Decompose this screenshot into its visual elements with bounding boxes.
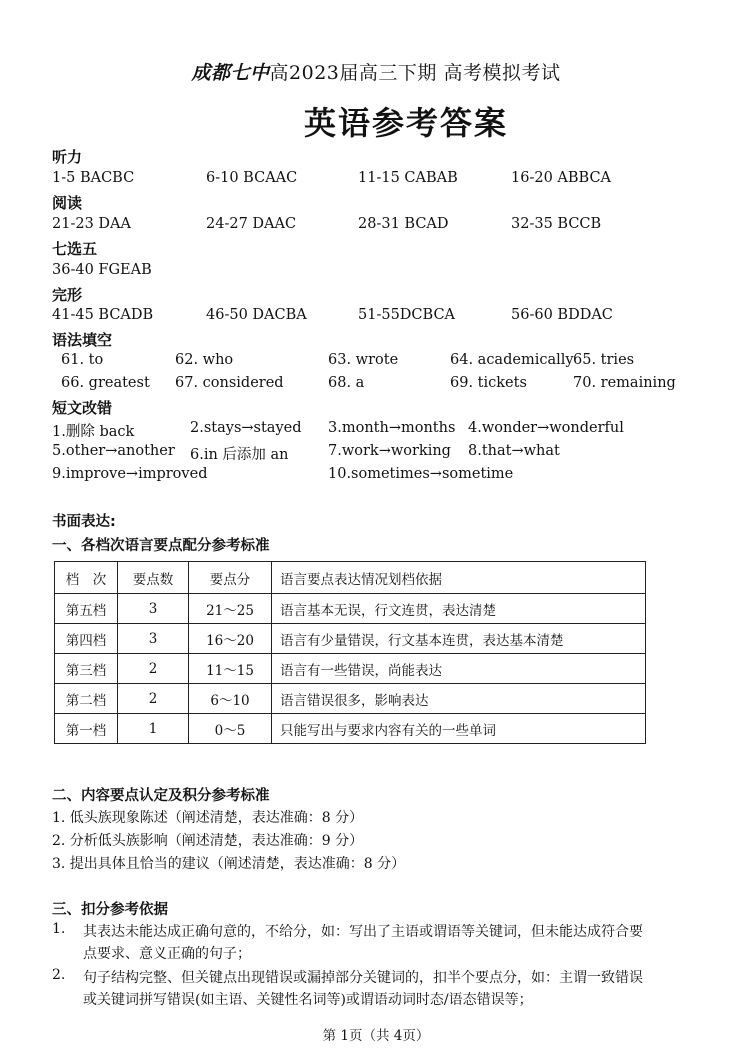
answer-item: 21-23 DAA xyxy=(52,216,131,232)
doc-title: 英语参考答案 xyxy=(303,104,508,142)
part3-item-line: 句子结构完整、但关键点出现错误或漏掉部分关键词的，扣半个要点分，如：主谓一致错误 xyxy=(83,970,643,986)
part3-item-line: 或关键词拼写错误(如主语、关键性名词等)或谓语动词时态/语态错误等； xyxy=(83,992,533,1008)
part3-item-number: 2. xyxy=(52,967,66,983)
answer-item: 32-35 BCCB xyxy=(511,216,602,232)
table-cell: 1 xyxy=(118,714,189,744)
table-cell: 语言有一些错误，尚能表达 xyxy=(272,654,646,684)
table-header-row xyxy=(55,562,646,594)
answer-item: 6.in 后添加 an xyxy=(190,447,289,463)
table-row xyxy=(55,654,646,684)
answer-item: 61. to xyxy=(61,352,104,368)
section-correction-title: 短文改错 xyxy=(52,399,113,417)
answer-item: 64. academically xyxy=(450,352,574,368)
part3-item-number: 1. xyxy=(52,921,66,937)
table-cell: 第五档 xyxy=(55,594,118,624)
table-cell: 语言基本无误，行文连贯，表达清楚 xyxy=(272,594,646,624)
answer-item: 6-10 BCAAC xyxy=(206,170,298,186)
answer-item: 1.删除 back xyxy=(52,424,135,440)
part3-item-line: 点要求、意义正确的句子； xyxy=(83,946,251,962)
answer-item: 51-55DCBCA xyxy=(358,307,456,323)
answer-item: 24-27 DAAC xyxy=(206,216,297,232)
table-cell: 第三档 xyxy=(55,654,118,684)
answer-item: 67. considered xyxy=(175,375,284,391)
school-logo-text: 成都七中 xyxy=(191,62,270,84)
answer-item: 3.month→months xyxy=(328,420,456,436)
section-cloze-title: 完形 xyxy=(52,286,83,304)
table-cell: 11～15 xyxy=(189,654,272,684)
table-header-cell: 语言要点表达情况划档依据 xyxy=(272,562,646,594)
table-header-cell: 档 次 xyxy=(55,562,118,594)
table-header-cell: 要点分 xyxy=(189,562,272,594)
table-cell: 0～5 xyxy=(189,714,272,744)
answer-item: 63. wrote xyxy=(328,352,399,368)
table-cell: 第二档 xyxy=(55,684,118,714)
section-writing-title: 书面表达: xyxy=(52,514,116,530)
answer-item: 69. tickets xyxy=(450,375,527,391)
answer-item: 16-20 ABBCA xyxy=(511,170,612,186)
grading-table xyxy=(54,561,646,744)
table-cell: 16～20 xyxy=(189,624,272,654)
answer-item: 62. who xyxy=(175,352,234,368)
answer-item: 5.other→another xyxy=(52,443,175,459)
exam-header xyxy=(0,58,752,85)
answer-item: 46-50 DACBA xyxy=(206,307,307,323)
section-seven-five-title: 七选五 xyxy=(52,240,98,258)
answer-item: 41-45 BCADB xyxy=(52,307,154,323)
table-cell: 6～10 xyxy=(189,684,272,714)
exam-title: 高2023届高三下期 高考模拟考试 xyxy=(269,62,561,84)
table-header-cell: 要点数 xyxy=(118,562,189,594)
section-reading-title: 阅读 xyxy=(52,194,83,212)
answer-item: 65. tries xyxy=(573,352,635,368)
part3-item-line: 其表达未能达成正确句意的，不给分，如：写出了主语或谓语等关键词，但未能达成符合要 xyxy=(83,924,643,940)
section-grammar-title: 语法填空 xyxy=(52,331,113,349)
table-cell: 3 xyxy=(118,624,189,654)
answer-item: 2.stays→stayed xyxy=(190,420,302,436)
table-row xyxy=(55,624,646,654)
part2-item: 2. 分析低头族影响（阐述清楚，表达准确：9 分） xyxy=(52,833,364,849)
section-listening-title: 听力 xyxy=(52,148,83,166)
answer-item: 7.work→working xyxy=(328,443,451,459)
table-row xyxy=(55,684,646,714)
writing-part3-title: 三、扣分参考依据 xyxy=(52,902,168,918)
writing-part2-title: 二、内容要点认定及积分参考标准 xyxy=(52,788,270,804)
page-footer: 第 1页（共 4页） xyxy=(322,1028,430,1044)
answer-item: 8.that→what xyxy=(468,443,560,459)
answer-item: 11-15 CABAB xyxy=(358,170,458,186)
table-cell: 3 xyxy=(118,594,189,624)
part2-item: 1. 低头族现象陈述（阐述清楚，表达准确：8 分） xyxy=(52,810,364,826)
answer-item: 56-60 BDDAC xyxy=(511,307,613,323)
table-cell: 2 xyxy=(118,684,189,714)
table-cell: 第四档 xyxy=(55,624,118,654)
table-cell: 只能写出与要求内容有关的一些单词 xyxy=(272,714,646,744)
table-row xyxy=(55,714,646,744)
answer-item: 10.sometimes→sometime xyxy=(328,466,514,482)
answer-item: 1-5 BACBC xyxy=(52,170,135,186)
answer-item: 36-40 FGEAB xyxy=(52,262,152,278)
answer-item: 9.improve→improved xyxy=(52,466,208,482)
table-cell: 语言错误很多，影响表达 xyxy=(272,684,646,714)
answer-item: 68. a xyxy=(328,375,365,391)
answer-item: 66. greatest xyxy=(61,375,150,391)
table-cell: 2 xyxy=(118,654,189,684)
table-row xyxy=(55,594,646,624)
answer-item: 28-31 BCAD xyxy=(358,216,449,232)
answer-item: 70. remaining xyxy=(573,375,676,391)
answer-item: 4.wonder→wonderful xyxy=(468,420,624,436)
part2-item: 3. 提出具体且恰当的建议（阐述清楚，表达准确：8 分） xyxy=(52,856,406,872)
table-cell: 语言有少量错误，行文基本连贯，表达基本清楚 xyxy=(272,624,646,654)
table-cell: 21～25 xyxy=(189,594,272,624)
writing-part1-title: 一、各档次语言要点配分参考标准 xyxy=(52,538,270,554)
table-cell: 第一档 xyxy=(55,714,118,744)
